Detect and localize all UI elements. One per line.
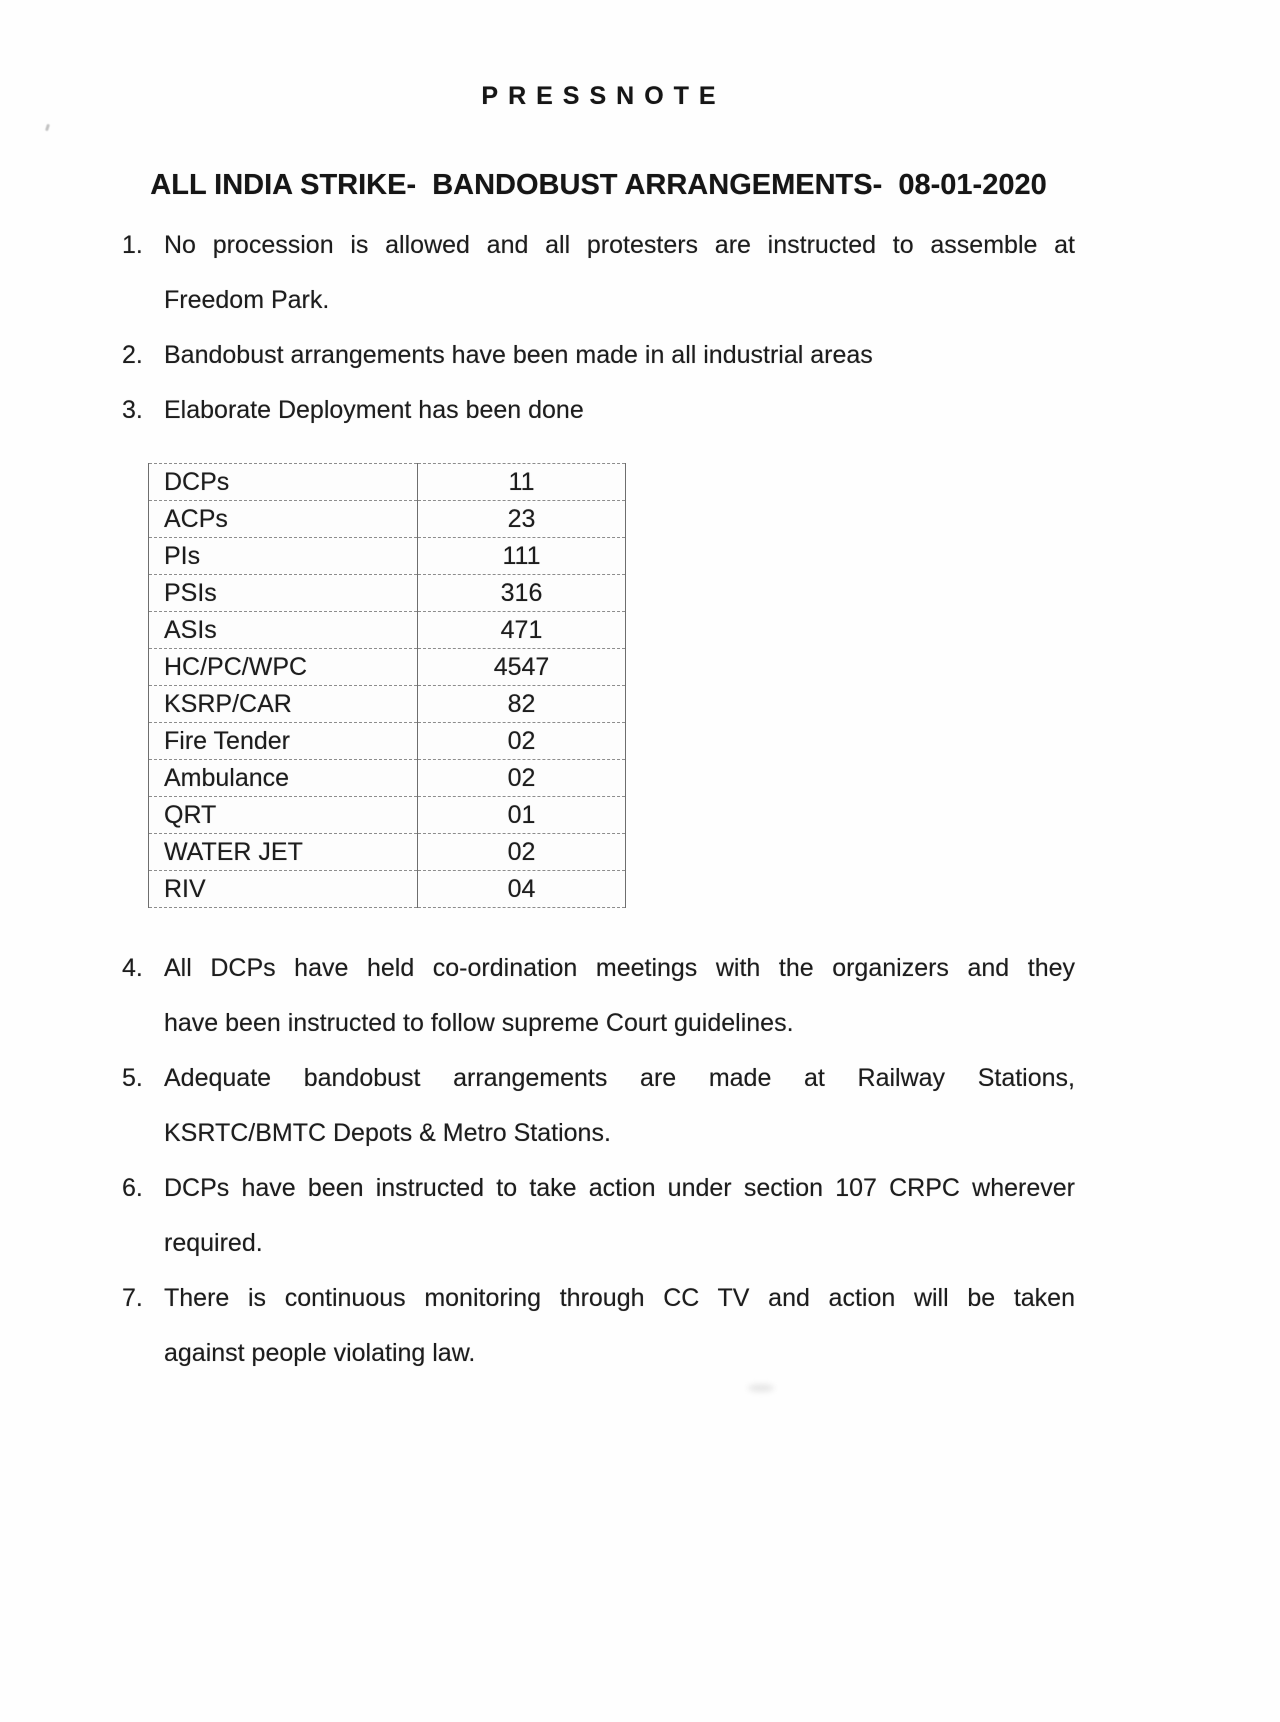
table-label-cell: RIV	[149, 871, 418, 908]
item-line	[122, 328, 1075, 383]
document-title: PRESSNOTE	[481, 82, 726, 110]
item-number: 2.	[122, 341, 143, 369]
item-text: DCPs have been instructed to take action under section 107 CRPC wherever	[164, 1174, 1075, 1202]
table-label-cell: Ambulance	[149, 760, 418, 797]
table-label-cell: PSIs	[149, 575, 418, 612]
table-label-cell: DCPs	[149, 464, 418, 501]
table-value-cell: 471	[418, 612, 626, 649]
table-value-cell: 23	[418, 501, 626, 538]
item-line	[122, 1216, 1075, 1271]
list-item	[122, 941, 1075, 1051]
item-line	[122, 218, 1075, 273]
table-row	[149, 760, 626, 797]
table-value-cell: 316	[418, 575, 626, 612]
table-row	[149, 834, 626, 871]
item-number: 7.	[122, 1284, 143, 1312]
item-line	[122, 1161, 1075, 1216]
item-line	[122, 1271, 1075, 1326]
stray-scan-mark	[45, 124, 50, 132]
table-row	[149, 686, 626, 723]
table-value-cell: 02	[418, 723, 626, 760]
item-line	[122, 1326, 1075, 1381]
deployment-table-body	[149, 464, 626, 908]
table-label-cell: HC/PC/WPC	[149, 649, 418, 686]
table-label-cell: QRT	[149, 797, 418, 834]
table-value-cell: 4547	[418, 649, 626, 686]
table-value-cell: 11	[418, 464, 626, 501]
item-text: All DCPs have held co-ordination meetings with the organizers and they	[164, 954, 1075, 982]
scan-smudge	[748, 1384, 774, 1392]
deployment-table	[148, 463, 626, 908]
table-row	[149, 649, 626, 686]
item-line	[122, 941, 1075, 996]
item-line	[122, 383, 1075, 438]
table-value-cell: 82	[418, 686, 626, 723]
item-text: KSRTC/BMTC Depots & Metro Stations.	[164, 1119, 611, 1147]
table-row	[149, 723, 626, 760]
item-text: against people violating law.	[164, 1339, 476, 1367]
item-text: Adequate bandobust arrangements are made at Railway Stations,	[164, 1064, 1075, 1092]
list-item	[122, 218, 1075, 328]
item-text: Freedom Park.	[164, 286, 330, 314]
table-value-cell: 01	[418, 797, 626, 834]
item-line	[122, 273, 1075, 328]
item-text: Bandobust arrangements have been made in all industrial areas	[164, 341, 873, 369]
table-label-cell: KSRP/CAR	[149, 686, 418, 723]
item-number: 6.	[122, 1174, 143, 1202]
table-label-cell: ACPs	[149, 501, 418, 538]
table-value-cell: 02	[418, 760, 626, 797]
item-text: No procession is allowed and all protesters are instructed to assemble at	[164, 231, 1075, 259]
item-number: 1.	[122, 231, 143, 259]
list-item	[122, 383, 1075, 438]
item-number: 4.	[122, 954, 143, 982]
item-text: There is continuous monitoring through CC TV and action will be taken	[164, 1284, 1075, 1312]
list-item	[122, 328, 1075, 383]
table-row	[149, 612, 626, 649]
table-label-cell: WATER JET	[149, 834, 418, 871]
list-item	[122, 1161, 1075, 1271]
list-item	[122, 1271, 1075, 1381]
table-value-cell: 111	[418, 538, 626, 575]
table-row	[149, 797, 626, 834]
list-item	[122, 1051, 1075, 1161]
item-line	[122, 1106, 1075, 1161]
document-heading: ALL INDIA STRIKE- BANDOBUST ARRANGEMENTS- 08-01-2020	[150, 169, 1047, 201]
table-row	[149, 501, 626, 538]
item-text: Elaborate Deployment has been done	[164, 396, 584, 424]
item-text: required.	[164, 1229, 263, 1257]
table-value-cell: 04	[418, 871, 626, 908]
table-label-cell: ASIs	[149, 612, 418, 649]
table-label-cell: PIs	[149, 538, 418, 575]
numbered-list-bottom	[122, 941, 1075, 1381]
numbered-list-top	[122, 218, 1075, 438]
table-value-cell: 02	[418, 834, 626, 871]
item-number: 5.	[122, 1064, 143, 1092]
table-row	[149, 871, 626, 908]
item-line	[122, 996, 1075, 1051]
item-line	[122, 1051, 1075, 1106]
item-text: have been instructed to follow supreme Court guidelines.	[164, 1009, 794, 1037]
table-label-cell: Fire Tender	[149, 723, 418, 760]
table-row	[149, 575, 626, 612]
table-row	[149, 464, 626, 501]
table-row	[149, 538, 626, 575]
item-number: 3.	[122, 396, 143, 424]
